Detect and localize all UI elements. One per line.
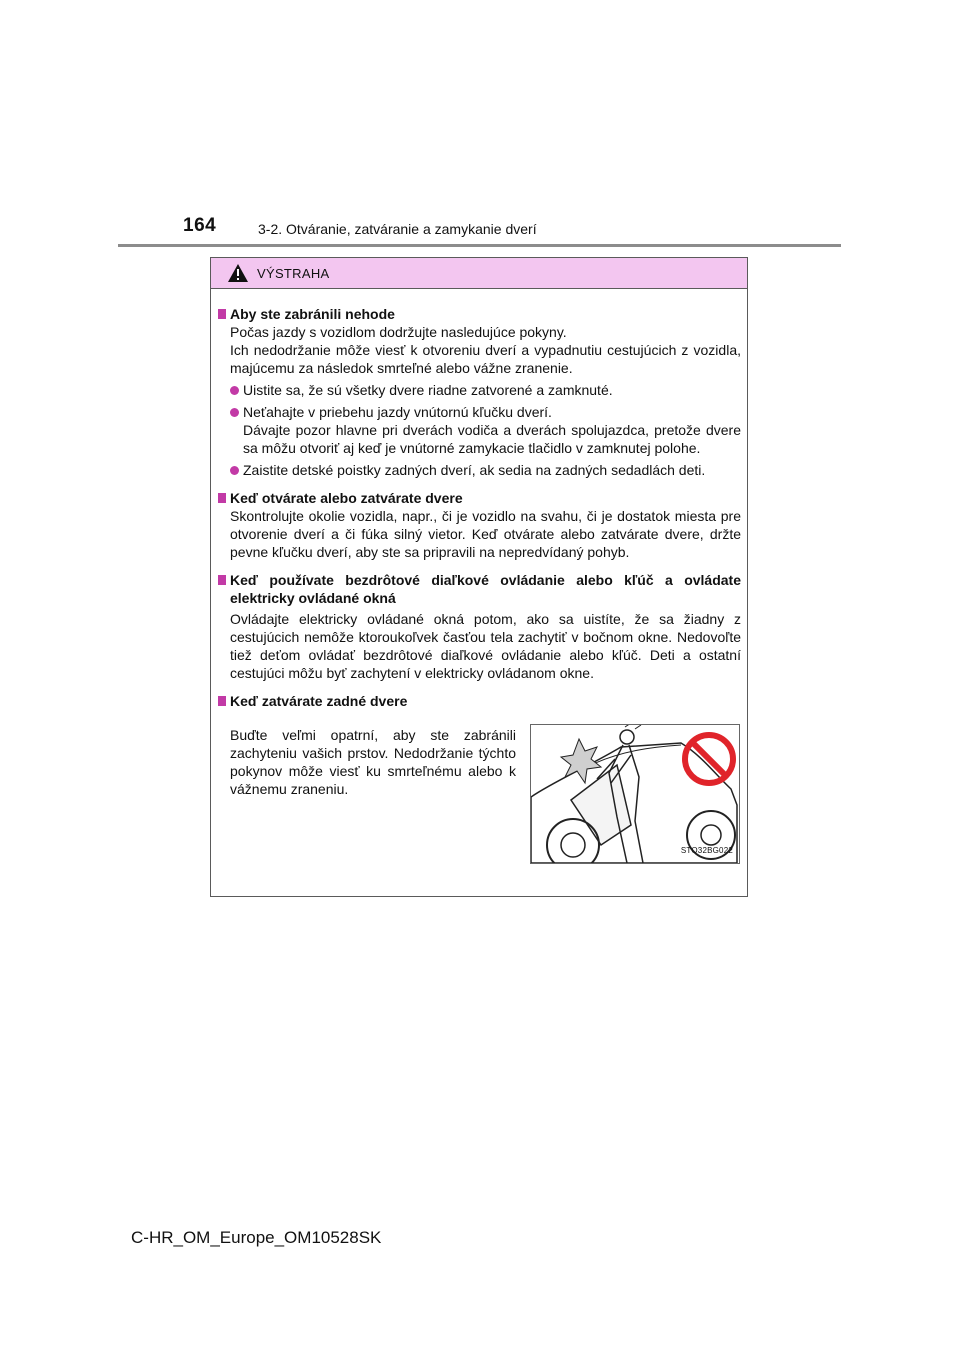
paragraph: Skontrolujte okolie vozidla, napr., či je vozidlo na svahu, či je dostatok miesta pre otvorenie dverí a či fúka silný vietor. Keď otvárate alebo zatvárate dvere, držte pevne kľučku dverí, aby ste sa pripravili na nepredvídaný pohyb. xyxy=(230,508,741,560)
paragraph: Ovládajte elektricky ovládané okná potom, ako sa uistíte, že sa žiadny z cestujúcich nemôže ktoroukoľvek časťou tela zachytiť v bočnom okne. Nedovoľte tiež deťom ovládať bezdrôtové diaľkové ovládanie alebo kľúč. Deti a ostatní cestujúci môžu byť zachytení v elektricky ovládanom okne. xyxy=(230,611,741,681)
bullet-item: Uistite sa, že sú všetky dvere riadne zatvorené a zamknuté. xyxy=(217,381,741,399)
bullet-item: Neťahajte v priebehu jazdy vnútornú kľučku dverí. Dávajte pozor hlavne pri dverách vodiča a dverách spolujazdca, pretože dvere sa môžu otvoriť aj keď je vnútorné zamykacie tlačidlo v zamknutej polohe. xyxy=(217,403,741,457)
square-bullet-icon xyxy=(218,575,226,585)
warning-triangle-icon xyxy=(227,263,249,283)
section-heading-doors: Keď otvárate alebo zatvárate dvere xyxy=(217,489,741,507)
bullet-item: Zaistite detské poistky zadných dverí, ak sedia na zadných sedadlách deti. xyxy=(217,461,741,479)
section-title: 3-2. Otváranie, zatváranie a zamykanie dverí xyxy=(258,221,537,237)
square-bullet-icon xyxy=(218,309,226,319)
page-number: 164 xyxy=(183,215,217,236)
section-heading-rear-doors: Keď zatvárate zadné dvere xyxy=(217,692,741,710)
square-bullet-icon xyxy=(218,696,226,706)
warning-box xyxy=(210,257,748,897)
paragraph: Ich nedodržanie môže viesť k otvoreniu dverí a vypadnutiu cestujúcich z vozidla, majúcemu za následok smrteľné alebo vážne zranenie. xyxy=(230,342,741,376)
door-illustration xyxy=(530,724,740,864)
document-id: C-HR_OM_Europe_OM10528SK xyxy=(131,1228,382,1247)
paragraph: Buďte veľmi opatrní, aby ste zabránili zachyteniu vašich prstov. Nedodržanie týchto pokynov môže viesť ku smrteľnému alebo k vážnemu zraneniu. xyxy=(230,727,516,797)
warning-header xyxy=(211,258,747,289)
header-rule xyxy=(118,244,841,247)
section-heading-power-windows: Keď používate bezdrôtové diaľkové ovládanie alebo kľúč a ovládate elektricky ovládané okná xyxy=(217,571,741,607)
warning-label: VÝSTRAHA xyxy=(257,265,330,281)
square-bullet-icon xyxy=(218,493,226,503)
round-bullet-icon xyxy=(230,466,239,475)
warning-body xyxy=(211,289,747,864)
round-bullet-icon xyxy=(230,386,239,395)
figure-code: STO32BG022 xyxy=(680,846,733,855)
paragraph: Počas jazdy s vozidlom dodržujte nasledujúce pokyny. xyxy=(230,324,567,340)
round-bullet-icon xyxy=(230,408,239,417)
section-heading-prevent-accident: Aby ste zabránili nehode xyxy=(217,305,741,323)
